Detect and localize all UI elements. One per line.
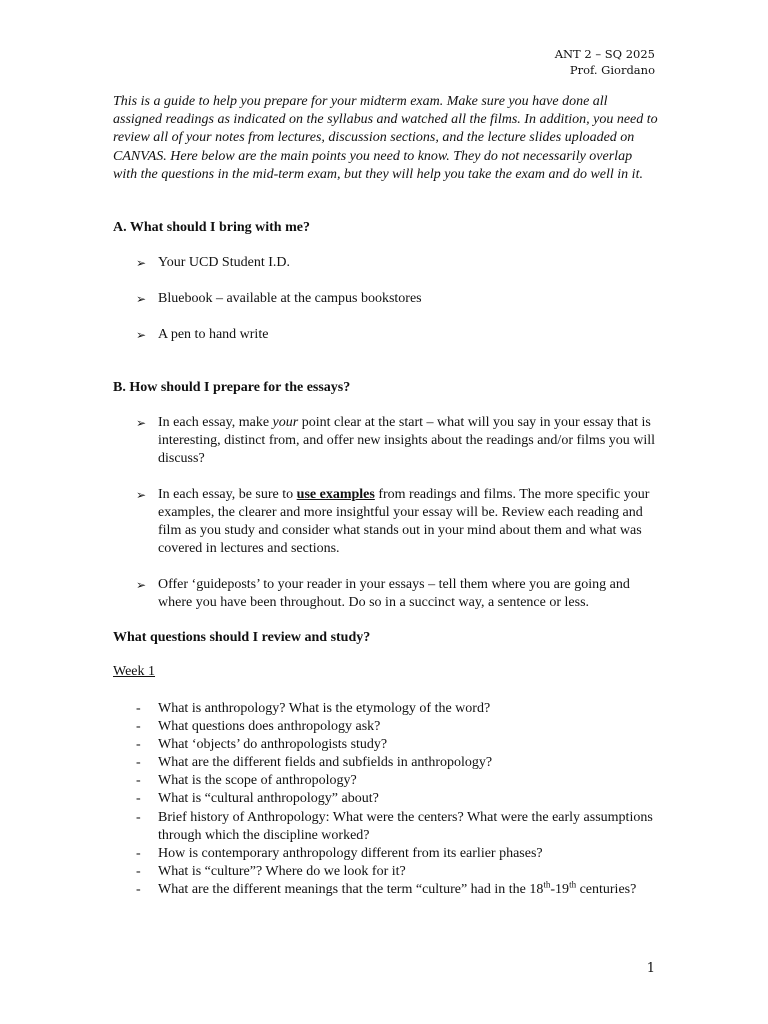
arrowhead-bullet-icon: ➢	[136, 488, 147, 502]
section-a-list	[136, 254, 661, 344]
list-item: - Brief history of Anthropology: What were the centers? What were the early assumptions through which the discipline worked?	[136, 809, 653, 843]
list-item: - What questions does anthropology ask?	[136, 719, 381, 735]
list-item: - What is “culture”? Where do we look for it?	[136, 863, 406, 879]
list-item-text: A pen to hand write	[158, 327, 269, 342]
list-item	[136, 576, 661, 612]
arrowhead-bullet-icon: ➢	[136, 292, 147, 306]
section-a-heading: A. What should I bring with me?	[113, 220, 310, 235]
list-item	[136, 414, 661, 468]
list-item: - What are the different meanings that the term “culture” had in the 18th-19th centuries?	[136, 879, 637, 897]
section-b-heading: B. How should I prepare for the essays?	[113, 380, 351, 395]
list-item-text: In each essay, be sure to use examples from readings and films. The more specific your examples, the clearer and more insightful your essay will be. Review each reading and film as you study and consider what stands out in your mind about them and what was covered in lectures and sections.	[158, 487, 650, 556]
week-1-question-list	[136, 700, 661, 899]
section-c-heading: What questions should I review and study?	[113, 630, 371, 645]
emphasis-text: your	[272, 415, 299, 430]
list-item-text: Bluebook – available at the campus bookstores	[158, 291, 422, 306]
list-item-text: In each essay, make your point clear at the start – what will you say in your essay that is interesting, distinct from, and offer new insights about the readings and/or films you will discuss?	[158, 415, 656, 466]
list-item-text: Your UCD Student I.D.	[158, 255, 290, 270]
section-b-list	[136, 414, 661, 612]
list-item: - What is anthropology? What is the etymology of the word?	[136, 701, 491, 716]
course-code: ANT 2 – SQ 2025	[554, 47, 655, 61]
arrowhead-bullet-icon: ➢	[136, 578, 147, 592]
professor-name: Prof. Giordano	[569, 63, 655, 77]
list-item: - What are the different fields and subfields in anthropology?	[136, 755, 493, 771]
list-item	[136, 326, 661, 344]
week-label: Week 1	[113, 664, 156, 679]
list-item: - What is the scope of anthropology?	[136, 773, 357, 789]
arrowhead-bullet-icon: ➢	[136, 416, 147, 430]
list-item	[136, 290, 661, 308]
list-item	[136, 254, 661, 272]
page-header	[555, 46, 655, 78]
list-item: - What ‘objects’ do anthropologists study?	[136, 737, 388, 753]
list-item-text: Offer ‘guideposts’ to your reader in your essays – tell them where you are going and where you have been throughout. Do so in a succinct way, a sentence or less.	[158, 577, 630, 610]
intro-paragraph: This is a guide to help you prepare for your midterm exam. Make sure you have done all assigned readings as indicated on the syllabus and watched all the films. In addition, you need to review all of your notes from lectures, discussion sections, and the lecture slides uploaded on CANVAS. Here below are the main points you need to know. They do not necessarily overlap with the questions in the mid-term exam, but they will help you take the exam and do well in it.	[113, 94, 658, 182]
arrowhead-bullet-icon: ➢	[136, 328, 147, 342]
page-number: 1	[646, 961, 655, 976]
list-item: - What is “cultural anthropology” about?	[136, 791, 379, 807]
bold-underlined-text: use examples	[296, 487, 375, 502]
list-item	[136, 486, 661, 558]
arrowhead-bullet-icon: ➢	[136, 256, 147, 270]
list-item: - How is contemporary anthropology different from its earlier phases?	[136, 845, 543, 861]
